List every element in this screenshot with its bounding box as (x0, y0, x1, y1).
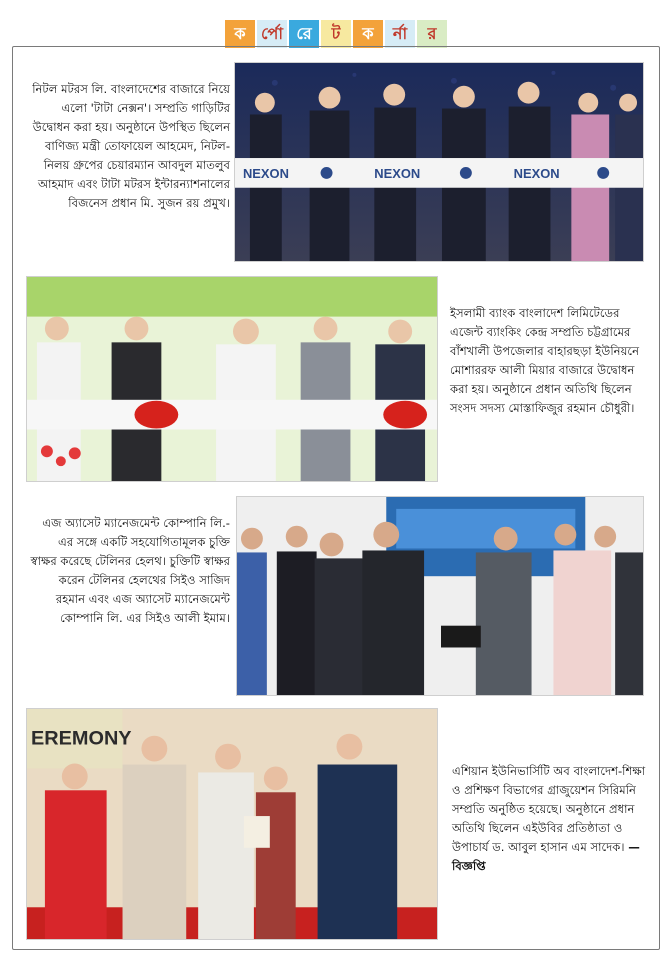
credit-label: —বিজ্ঞপ্তি (452, 840, 640, 873)
header-letter: র্না (385, 20, 415, 48)
story-text-3: এজ অ্যাসেট ম্যানেজমেন্ট কোম্পানি লি.- এর সঙ্গে একটি সহযোগিতামূলক চুক্তি স্বাক্ষর করেছে টেলিনর হেলথ। চুক্তিটি স্বাক্ষর করেন টেলিনর হেলথের সিইও সাজিদ রহমান এবং এজ অ্যাসেট ম্যানেজমেন্ট কোম্পানি লি. এর সিইও আলী ইমাম। (30, 516, 230, 625)
header-letter: ক (225, 20, 255, 48)
story-photo-1 (234, 62, 644, 262)
ribbon-label: NEXON (242, 165, 289, 181)
banner-text: EREMONY (30, 727, 132, 750)
header-letter: র্পো (257, 20, 287, 48)
header-letter: র (417, 20, 447, 48)
story-text-4: এশিয়ান ইউনিভার্সিটি অব বাংলাদেশ-শিক্ষা ও প্রশিক্ষণ বিভাগের গ্রাজুয়েশন সিরিমনি সম্প্রতি অনুষ্ঠিত হয়েছে। অনুষ্ঠানে প্রধান অতিথি ছিলেন এইউবির প্রতিষ্ঠাতা ও উপাচার্য ড. আবুল হাসান এম সাদেক। —বিজ্ঞপ্তি (452, 764, 646, 873)
header-letter: রে (289, 20, 319, 48)
story-text-1: নিটল মটরস লি. বাংলাদেশের বাজারে নিয়ে এলো 'টাটা নেক্সন'। সম্প্রতি গাড়িটির উদ্বোধন করা হয়। অনুষ্ঠানে উপস্থিত ছিলেন বাণিজ্য মন্ত্রী তোফায়েল আহমেদ, নিটল-নিলয় গ্রুপের চেয়ারম্যান আবদুল মাতলুব আহমাদ এবং টাটা মটরস ইন্টারন্যাশনালের বিজনেস প্রধান মি. সুজন রয় প্রমুখ। (32, 82, 230, 210)
ribbon-label: NEXON (513, 165, 560, 181)
story-text-2: ইসলামী ব্যাংক বাংলাদেশ লিমিটেডের এজেন্ট ব্যাংকিং কেন্দ্র সম্প্রতি চট্টগ্রামের বাঁশখালী উপজেলার বাহারছড়া ইউনিয়নে মোশাররফ আলী মিয়ার বাজারে উদ্বোধন করা হয়। অনুষ্ঠানে প্রধান অতিথি ছিলেন সংসদ সদস্য মোস্তাফিজুর রহমান চৌধুরী। (450, 306, 639, 415)
story-photo-3 (236, 496, 644, 696)
story-photo-4 (26, 708, 438, 940)
ribbon-label: NEXON (374, 165, 421, 181)
section-header (0, 20, 672, 48)
header-letter: ট (321, 20, 351, 48)
header-letter: ক (353, 20, 383, 48)
story-photo-2 (26, 276, 438, 482)
